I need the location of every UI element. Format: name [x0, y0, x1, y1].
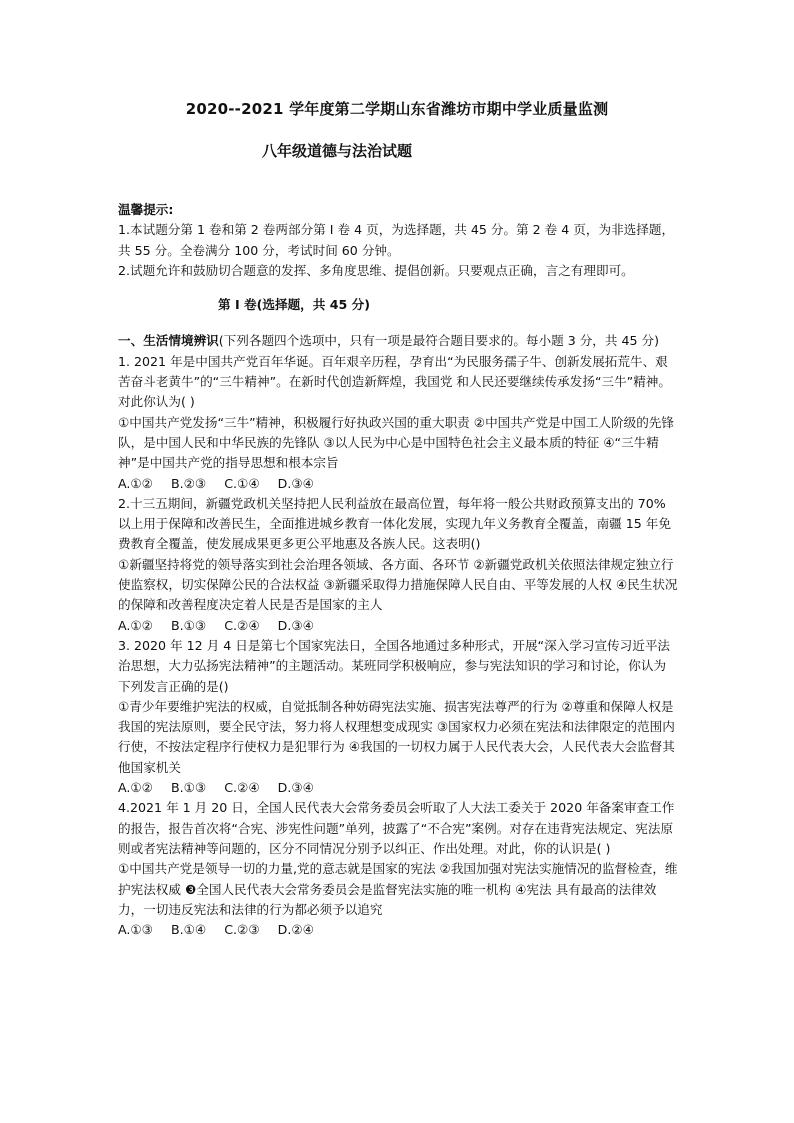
option-a: A.①②: [118, 780, 153, 796]
exam-title: 2020--2021 学年度第二学期山东省潍坊市期中学业质量监测: [185, 100, 609, 118]
tips-line-2: 2.试题允许和鼓励切合题意的发挥、多角度思维、提倡创新。只要观点正确，言之有理即可。: [118, 262, 634, 278]
question-options: [118, 920, 678, 940]
exam-body: [118, 200, 678, 940]
option-a: A.①②: [118, 617, 153, 633]
question-stem: 2.十三五期间，新疆党政机关坚持把人民利益放在最高位置，每年将一般公共财政预算支出的 70%以上用于保障和改善民生，全面推进城乡教育一体化发展，实现九年义务教育全覆盖，南疆 15 年免费教育全覆盖，使发展成果更多更公平地惠及各族人民。这表明(): [118, 495, 671, 552]
option-b: B.②③: [171, 475, 207, 491]
question-stem: 3. 2020 年 12 月 4 日是第七个国家宪法日，全国各地通过多种形式，开展“深入学习宣传习近平法治思想，大力弘扬宪法精神”的主题活动。某班同学积极响应，参与宪法知识的学习和讨论，你认为下列发言正确的是(): [118, 637, 671, 694]
option-c: C.②③: [224, 922, 260, 938]
option-d: D.②④: [277, 922, 314, 938]
option-a: A.①③: [118, 922, 153, 938]
option-d: D.③④: [277, 780, 314, 796]
tips-line-1: 1.本试题分第 1 卷和第 2 卷两部分第 I 卷 4 页，为选择题，共 45 分。第 2 卷 4 页，为非选择题，共 55 分。全卷满分 100 分，考试时间 60 分钟。: [118, 222, 675, 258]
section1-heading: [118, 331, 678, 351]
option-c: C.②④: [224, 780, 260, 796]
option-c: C.②④: [224, 617, 260, 633]
question-options: [118, 474, 678, 494]
question-stem: 4.2021 年 1 月 20 日，全国人民代表大会常务委员会听取了人大法工委关于 2020 年备案审查工作的报告，报告首次将“合宪、涉宪性问题”单列，披露了“不合宪”案例。对存在违背宪法规定、宪法原则或者宪法精神等问题的，区分不同情况分别予以纠正、作出处理。对此，你的认识是( ): [118, 800, 675, 856]
option-d: D.③④: [277, 475, 314, 491]
question-options: [118, 616, 678, 636]
question-1: [118, 352, 678, 494]
question-2: [118, 494, 678, 636]
exam-subtitle: 八年级道德与法治试题: [262, 142, 413, 160]
option-b: B.①③: [171, 617, 207, 633]
question-stem: 1. 2021 年是中国共产党百年华诞。百年艰辛历程，孕育出“为民服务孺子牛、创新发展拓荒牛、艰苦奋斗老黄牛”的“三牛精神”。在新时代创造新辉煌，我国党 和人民还要继续传承发扬“三牛”精神。对此你认为( ): [118, 353, 671, 410]
option-b: B.①③: [171, 780, 207, 796]
question-statements: ①中国共产党发扬“三牛”精神，积极履行好执政兴国的重大职责 ②中国共产党是中国工人阶级的先锋队，是中国人民和中华民族的先锋队 ③以人民为中心是中国特色社会主义最本质的特征 ④“三牛精神”是中国共产党的指导思想和根本宗旨: [118, 414, 674, 471]
option-a: A.①②: [118, 475, 153, 491]
option-d: D.③④: [277, 617, 314, 633]
question-3: [118, 636, 678, 798]
tips-heading: 温馨提示:: [118, 202, 174, 217]
question-statements: ①新疆坚持将党的领导落实到社会治理各领域、各方面、各环节 ②新疆党政机关依照法律规定独立行使监察权，切实保障公民的合法权益 ③新疆采取得力措施保障人民自由、平等发展的人权 ④民生状况的保障和改善程度决定着人民是否是国家的主人: [118, 556, 678, 613]
option-c: C.①④: [224, 475, 260, 491]
option-b: B.①④: [171, 922, 207, 938]
question-options: [118, 778, 678, 798]
part1-heading: 第 I 卷(选择题，共 45 分): [218, 297, 371, 313]
question-statements: ①中国共产党是领导一切的力量,党的意志就是国家的宪法 ②我国加强对宪法实施情况的监督检查，维护宪法权威 ❸全国人民代表大会常务委员会是监督宪法实施的唯一机构 ④宪法 具有最高的法律效力，一切违反宪法和法律的行为都必须予以追究: [118, 861, 678, 917]
section1-label: 一、生活情境辨识: [118, 333, 219, 349]
question-4: [118, 798, 678, 940]
section1-instruction: (下列各题四个选项中，只有一项是最符合题目要求的。每小题 3 分，共 45 分): [218, 333, 660, 349]
question-statements: ①青少年要维护宪法的权威，自觉抵制各种妨碍宪法实施、损害宪法尊严的行为 ②尊重和保障人权是我国的宪法原则，要全民守法，努力将人权理想变成现实 ③国家权力必须在宪法和法律限定的范围内行使，不按法定程序行使权力是犯罪行为 ④我国的一切权力属于人民代表大会，人民代表大会监督其他国家机关: [118, 698, 675, 775]
